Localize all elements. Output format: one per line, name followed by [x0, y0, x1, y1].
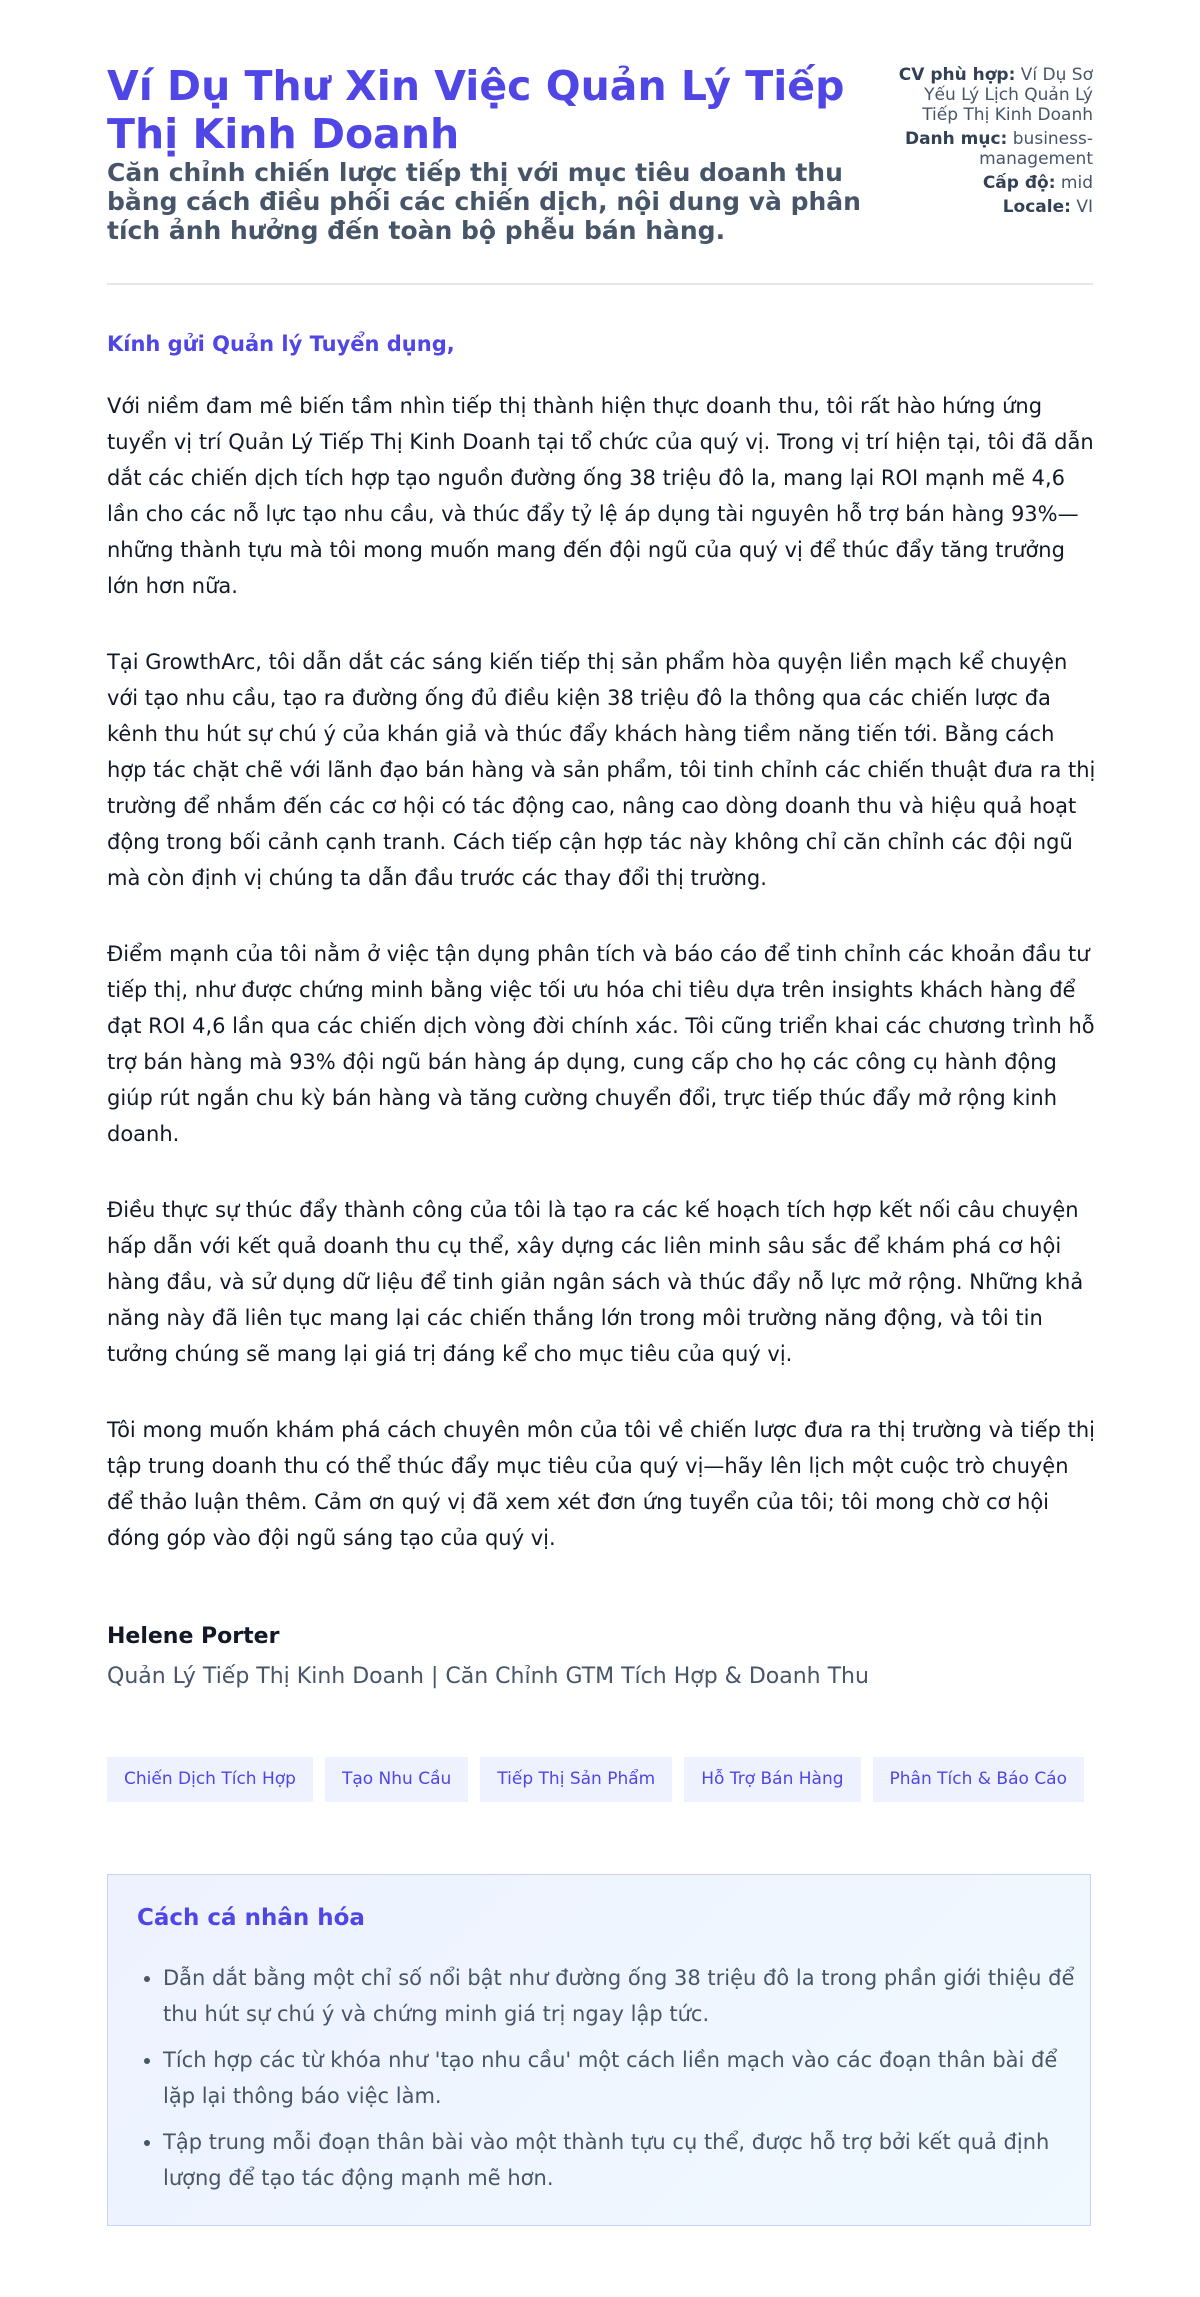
signature-title: Quản Lý Tiếp Thị Kinh Doanh | Căn Chỉnh GTM Tích Hợp & Doanh Thu: [107, 1664, 869, 1689]
skill-tag: Hỗ Trợ Bán Hàng: [684, 1757, 860, 1802]
header-divider: [107, 283, 1093, 285]
personalization-box: [107, 1874, 1091, 2226]
personalization-heading: Cách cá nhân hóa: [137, 1905, 365, 1931]
page-header: [107, 62, 1093, 284]
meta-cv-value: Ví Dụ Sơ Yếu Lý Lịch Quản Lý Tiếp Thị Kinh Doanh: [922, 65, 1093, 125]
personalization-list: [137, 1960, 1078, 2206]
page-subtitle: Căn chỉnh chiến lược tiếp thị với mục tiêu doanh thu bằng cách điều phối các chiến dịch, nội dung và phân tích ảnh hưởng đến toàn bộ phễu bán hàng.: [107, 158, 861, 245]
skill-tag: Tiếp Thị Sản Phẩm: [480, 1757, 672, 1802]
meta-cv: [888, 65, 1093, 125]
meta-level: [888, 173, 1093, 193]
letter-paragraph: Điều thực sự thúc đẩy thành công của tôi là tạo ra các kế hoạch tích hợp kết nối câu chuyện hấp dẫn với kết quả doanh thu cụ thể, xây dựng các liên minh sâu sắc để khám phá cơ hội hàng đầu, và sử dụng dữ liệu để tinh giản ngân sách và thúc đẩy nỗ lực mở rộng. Những khả năng này đã liên tục mang lại các chiến thắng lớn trong môi trường năng động, và tôi tin tưởng chúng sẽ mang lại giá trị đáng kể cho mục tiêu của quý vị.: [107, 1198, 1084, 1366]
skill-tag: Chiến Dịch Tích Hợp: [107, 1757, 313, 1802]
meta-category-label: Danh mục:: [904, 129, 1008, 149]
page-title: Ví Dụ Thư Xin Việc Quản Lý Tiếp Thị Kinh Doanh: [107, 62, 845, 158]
meta-cv-label: CV phù hợp:: [898, 65, 1016, 85]
meta-category-value: business-management: [979, 129, 1093, 169]
personalization-tip: • Tập trung mỗi đoạn thân bài vào một thành tựu cụ thể, được hỗ trợ bởi kết quả định lượng để tạo tác động mạnh mẽ hơn.: [163, 2124, 1078, 2196]
skill-tag: Phân Tích & Báo Cáo: [873, 1757, 1085, 1802]
meta-panel: [888, 65, 1093, 221]
meta-level-value: mid: [1060, 173, 1093, 193]
letter-paragraph: Với niềm đam mê biến tầm nhìn tiếp thị thành hiện thực doanh thu, tôi rất hào hứng ứng tuyển vị trí Quản Lý Tiếp Thị Kinh Doanh tại tổ chức của quý vị. Trong vị trí hiện tại, tôi đã dẫn dắt các chiến dịch tích hợp tạo nguồn đường ống 38 triệu đô la, mang lại ROI mạnh mẽ 4,6 lần cho các nỗ lực tạo nhu cầu, và thúc đẩy tỷ lệ áp dụng tài nguyên hỗ trợ bán hàng 93%—những thành tựu mà tôi mong muốn mang đến đội ngũ của quý vị để thúc đẩy tăng trưởng lớn hơn nữa.: [107, 394, 1094, 598]
meta-locale-label: Locale:: [1002, 197, 1071, 217]
meta-level-label: Cấp độ:: [982, 173, 1056, 193]
meta-locale-value: VI: [1076, 197, 1093, 217]
letter-greeting: Kính gửi Quản lý Tuyển dụng,: [107, 332, 455, 356]
meta-locale: [888, 197, 1093, 217]
skill-tags: [107, 1757, 1084, 1802]
letter-body: [107, 388, 1097, 1596]
personalization-tip: • Tích hợp các từ khóa như 'tạo nhu cầu' một cách liền mạch vào các đoạn thân bài để lặp lại thông báo việc làm.: [163, 2042, 1078, 2114]
letter-paragraph: Tại GrowthArc, tôi dẫn dắt các sáng kiến tiếp thị sản phẩm hòa quyện liền mạch kể chuyện với tạo nhu cầu, tạo ra đường ống đủ điều kiện 38 triệu đô la thông qua các chiến lược đa kênh thu hút sự chú ý của khán giả và thúc đẩy khách hàng tiềm năng tiến tới. Bằng cách hợp tác chặt chẽ với lãnh đạo bán hàng và sản phẩm, tôi tinh chỉnh các chiến thuật đưa ra thị trường để nhắm đến các cơ hội có tác động cao, nâng cao dòng doanh thu và hiệu quả hoạt động trong bối cảnh cạnh tranh. Cách tiếp cận hợp tác này không chỉ căn chỉnh các đội ngũ mà còn định vị chúng ta dẫn đầu trước các thay đổi thị trường.: [107, 650, 1096, 890]
meta-category: [888, 129, 1093, 169]
skill-tag: Tạo Nhu Cầu: [325, 1757, 468, 1802]
letter-paragraph: Tôi mong muốn khám phá cách chuyên môn của tôi về chiến lược đưa ra thị trường và tiếp thị tập trung doanh thu có thể thúc đẩy mục tiêu của quý vị—hãy lên lịch một cuộc trò chuyện để thảo luận thêm. Cảm ơn quý vị đã xem xét đơn ứng tuyển của tôi; tôi mong chờ cơ hội đóng góp vào đội ngũ sáng tạo của quý vị.: [107, 1418, 1095, 1550]
signature-name: Helene Porter: [107, 1624, 280, 1649]
personalization-tip: • Dẫn dắt bằng một chỉ số nổi bật như đường ống 38 triệu đô la trong phần giới thiệu để thu hút sự chú ý và chứng minh giá trị ngay lập tức.: [163, 1960, 1078, 2032]
letter-paragraph: Điểm mạnh của tôi nằm ở việc tận dụng phân tích và báo cáo để tinh chỉnh các khoản đầu tư tiếp thị, như được chứng minh bằng việc tối ưu hóa chi tiêu dựa trên insights khách hàng để đạt ROI 4,6 lần qua các chiến dịch vòng đời chính xác. Tôi cũng triển khai các chương trình hỗ trợ bán hàng mà 93% đội ngũ bán hàng áp dụng, cung cấp cho họ các công cụ hành động giúp rút ngắn chu kỳ bán hàng và tăng cường chuyển đổi, trực tiếp thúc đẩy mở rộng kinh doanh.: [107, 942, 1095, 1146]
